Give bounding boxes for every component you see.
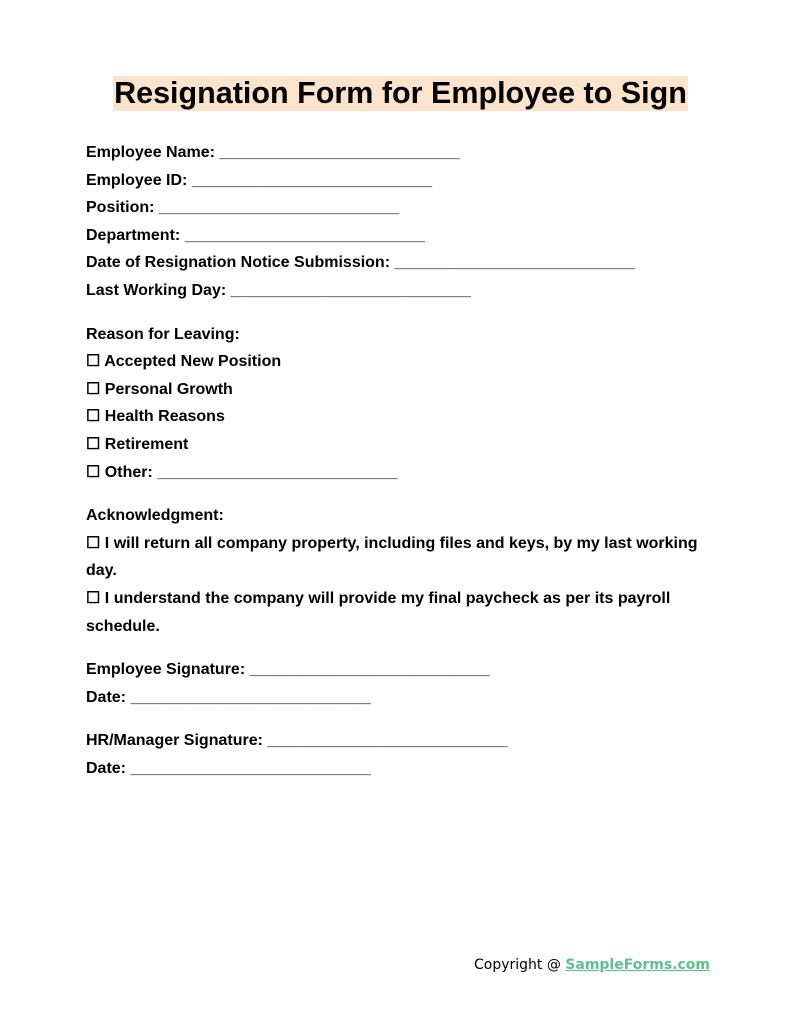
field-label: Department: (86, 226, 181, 244)
reason-section (86, 321, 716, 487)
field-label: Date: (86, 759, 127, 777)
field-label: Employee ID: (86, 171, 188, 189)
field-hr-signature[interactable] (86, 727, 716, 755)
field-notice-date[interactable] (86, 249, 716, 277)
employee-signature-section (86, 656, 716, 711)
field-label: Employee Name: (86, 144, 215, 161)
footer-copyright (474, 957, 710, 973)
field-employee-date[interactable] (86, 684, 716, 712)
reason-option[interactable] (86, 376, 716, 404)
acknowledgment-item[interactable] (86, 585, 716, 640)
page-title: Resignation Form for Employee to Sign (114, 76, 687, 110)
field-employee-signature[interactable] (86, 656, 716, 684)
option-label: Health Reasons (104, 408, 225, 426)
form-body (86, 139, 716, 782)
checkbox-icon[interactable]: ☐ (86, 534, 101, 552)
field-department[interactable] (86, 222, 716, 250)
blank-line[interactable]: ___________________________ (157, 463, 398, 481)
option-label: Accepted New Position (104, 353, 282, 371)
field-position[interactable] (86, 194, 716, 222)
hr-signature-section (86, 727, 716, 782)
acknowledgment-section (86, 502, 716, 640)
blank-line[interactable]: ___________________________ (130, 759, 371, 777)
field-employee-id[interactable] (86, 167, 716, 195)
field-label: HR/Manager Signature: (86, 732, 263, 750)
reason-option-other[interactable] (86, 459, 716, 487)
checkbox-icon[interactable]: ☐ (86, 435, 101, 453)
field-label: Date: (86, 688, 127, 706)
blank-line[interactable]: ___________________________ (130, 688, 371, 706)
item-label: I will return all company property, including files and keys, by my last working day. (86, 534, 702, 580)
reason-option[interactable] (86, 431, 716, 459)
copyright-text: Copyright @ (473, 957, 566, 973)
reason-option[interactable] (86, 403, 716, 431)
field-label: Date of Resignation Notice Submission: (86, 254, 391, 272)
option-label: Other: (104, 463, 153, 481)
item-label: I understand the company will provide my final paycheck as per its payroll schedule. (86, 589, 675, 635)
acknowledgment-heading: Acknowledgment: (86, 507, 224, 525)
field-label: Position: (86, 199, 155, 217)
employee-info-section (86, 139, 716, 305)
blank-line[interactable]: ___________________________ (249, 661, 490, 679)
field-last-working-day[interactable] (86, 277, 716, 305)
reason-heading: Reason for Leaving: (86, 325, 240, 343)
reason-option[interactable] (86, 348, 716, 376)
checkbox-icon[interactable]: ☐ (86, 408, 101, 426)
field-hr-date[interactable] (86, 755, 716, 783)
sampleforms-link[interactable]: SampleForms.com (565, 957, 710, 973)
blank-line[interactable]: ___________________________ (158, 199, 400, 217)
field-label: Employee Signature: (86, 661, 246, 679)
checkbox-icon[interactable]: ☐ (86, 463, 101, 481)
checkbox-icon[interactable]: ☐ (86, 380, 101, 398)
blank-line[interactable]: ___________________________ (219, 144, 460, 161)
option-label: Retirement (104, 435, 189, 453)
blank-line[interactable]: ___________________________ (230, 281, 471, 299)
blank-line[interactable]: ___________________________ (191, 171, 433, 189)
acknowledgment-item[interactable] (86, 530, 716, 585)
option-label: Personal Growth (104, 380, 233, 398)
blank-line[interactable]: ___________________________ (267, 732, 508, 750)
checkbox-icon[interactable]: ☐ (86, 353, 101, 371)
field-employee-name[interactable] (86, 139, 716, 167)
blank-line[interactable]: ___________________________ (394, 254, 635, 272)
blank-line[interactable]: ___________________________ (184, 226, 425, 244)
checkbox-icon[interactable]: ☐ (86, 589, 101, 607)
field-label: Last Working Day: (86, 281, 227, 299)
